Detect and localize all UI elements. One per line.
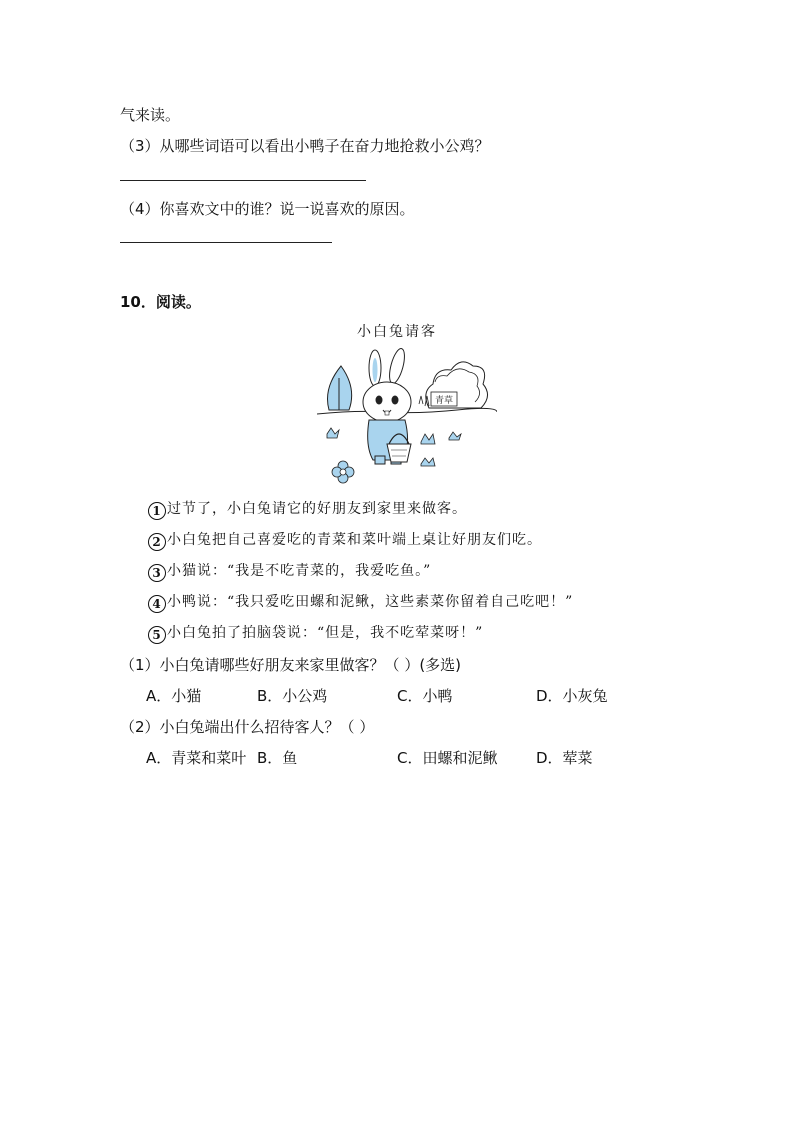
question-1: （1）小白兔请哪些好朋友来家里做客？（ ）(多选) bbox=[120, 656, 462, 674]
option-2b[interactable]: B．鱼 bbox=[257, 749, 298, 767]
passage-line-1 bbox=[148, 498, 467, 520]
option-1c[interactable]: C．小鸭 bbox=[397, 687, 453, 705]
question-3: （3）从哪些词语可以看出小鸭子在奋力地抢救小公鸡？ bbox=[120, 137, 490, 155]
question-2: （2）小白兔端出什么招待客人？（ ） bbox=[120, 718, 375, 736]
question-4: （4）你喜欢文中的谁？说一说喜欢的原因。 bbox=[120, 200, 415, 218]
passage-text: 过节了，小白兔请它的好朋友到家里来做客。 bbox=[167, 501, 467, 517]
section-heading: 10．阅读。 bbox=[120, 293, 201, 311]
passage-title: 小白兔请客 bbox=[357, 324, 437, 340]
answer-line-4[interactable] bbox=[120, 242, 332, 243]
option-1a[interactable]: A．小猫 bbox=[146, 687, 202, 705]
option-2d[interactable]: D．荤菜 bbox=[536, 749, 593, 767]
sign-text: 青草 bbox=[434, 396, 454, 406]
passage-text: 小白兔拍了拍脑袋说：“但是，我不吃荤菜呀！” bbox=[167, 625, 484, 641]
option-2a[interactable]: A．青菜和菜叶 bbox=[146, 749, 247, 767]
option-2c[interactable]: C．田螺和泥鳅 bbox=[397, 749, 498, 767]
circled-number: 4 bbox=[148, 595, 166, 613]
passage-text: 小猫说：“我是不吃青菜的，我爱吃鱼。” bbox=[167, 563, 432, 579]
circled-number: 2 bbox=[148, 533, 166, 551]
circled-number: 5 bbox=[148, 626, 166, 644]
passage-line-4 bbox=[148, 591, 573, 613]
option-1d[interactable]: D．小灰兔 bbox=[536, 687, 608, 705]
answer-line-3[interactable] bbox=[120, 180, 366, 181]
passage-text: 小白兔把自己喜爱吃的青菜和菜叶端上桌让好朋友们吃。 bbox=[167, 532, 542, 548]
circled-number: 3 bbox=[148, 564, 166, 582]
passage-line-5 bbox=[148, 622, 483, 644]
passage-text: 小鸭说：“我只爱吃田螺和泥鳅，这些素菜你留着自己吃吧！” bbox=[167, 594, 574, 610]
passage-line-3 bbox=[148, 560, 431, 582]
option-1b[interactable]: B．小公鸡 bbox=[257, 687, 328, 705]
continued-text: 气来读。 bbox=[120, 106, 181, 124]
circled-number: 1 bbox=[148, 502, 166, 520]
passage-line-2 bbox=[148, 529, 542, 551]
rabbit-illustration bbox=[317, 348, 497, 484]
